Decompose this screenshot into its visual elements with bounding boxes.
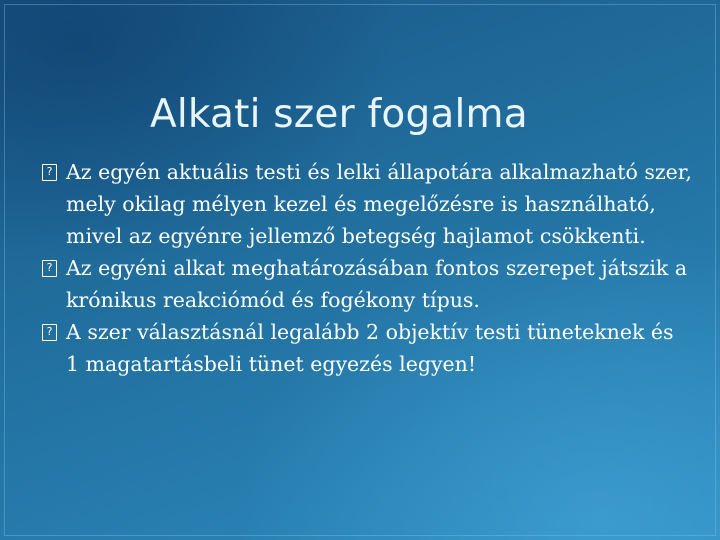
bullet-item [42, 156, 692, 252]
bullet-item [42, 252, 692, 316]
bullet-list [42, 156, 692, 380]
missing-glyph-box-icon [42, 164, 57, 181]
missing-glyph-box-icon [42, 260, 57, 277]
slide-title: Alkati szer fogalma [150, 92, 528, 137]
bullet-item [42, 316, 692, 380]
bullet-text: A szer választásnál legalább 2 objektív testi tüneteknek és 1 magatartásbeli tünet egyezés legyen! [66, 320, 674, 376]
missing-glyph-box-icon [42, 324, 57, 341]
bullet-text: Az egyéni alkat meghatározásában fontos szerepet játszik a krónikus reakciómód és fogékony típus. [66, 256, 688, 312]
bullet-text: Az egyén aktuális testi és lelki állapotára alkalmazható szer, mely okilag mélyen kezel és megelőzésre is használható, mivel az egyénre jellemző betegség hajlamot csökkenti. [66, 160, 692, 248]
